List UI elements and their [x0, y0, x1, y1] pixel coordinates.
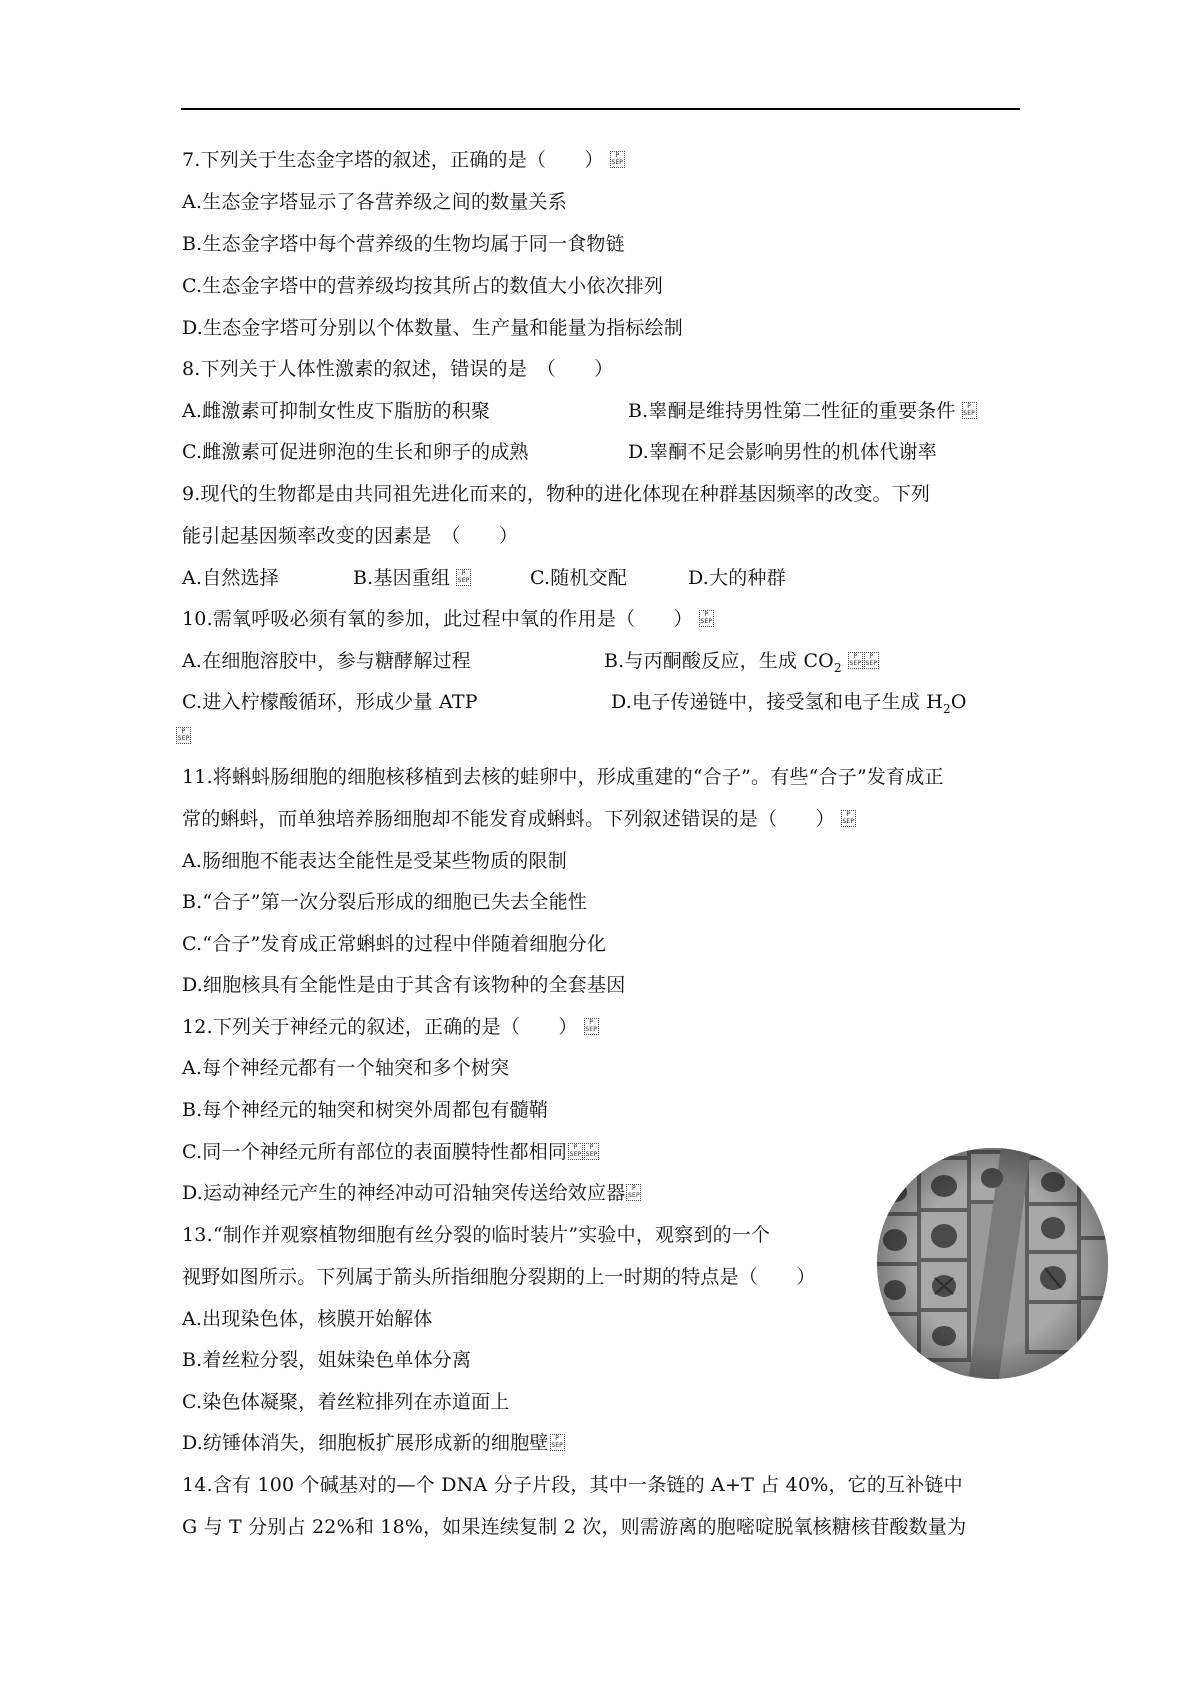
q13-option-b: B.着丝粒分裂，姐妹染色单体分离 [182, 1349, 472, 1371]
q8-option-a: A.雌激素可抑制女性皮下脂肪的积聚 [182, 400, 491, 422]
q14-line2: G 与 T 分别占 22%和 18%，如果连续复制 2 次，则需游离的胞嘧啶脱氧核糖核苷酸数量为 [182, 1516, 967, 1538]
q7-option-b: B.生态金字塔中每个营养级的生物均属于同一食物链 [182, 233, 625, 255]
micrograph-drawing [877, 1148, 1108, 1379]
q9-option-d: D.大的种群 [688, 567, 786, 589]
q7-option-c: C.生态金字塔中的营养级均按其所占的数值大小依次排列 [182, 275, 664, 297]
q9-option-c: C.随机交配 [530, 567, 628, 589]
q11-option-b: B.“合子”第一次分裂后形成的细胞已失去全能性 [182, 891, 588, 913]
q12-option-b: B.每个神经元的轴突和树突外周都包有髓鞘 [182, 1099, 549, 1121]
q12-stem: 12.下列关于神经元的叙述，正确的是（ ） P SEP [182, 1016, 598, 1038]
sep-mark: P SEP [627, 1185, 640, 1199]
sep-mark: P SEP [569, 1144, 582, 1158]
q8-option-b: B.睾酮是维持男性第二性征的重要条件 P SEP [628, 400, 976, 422]
q11-stem-line2: 常的蝌蚪，而单独培养肠细胞却不能发育成蝌蚪。下列叙述错误的是（ ） P SEP [182, 808, 855, 830]
q10-trailing-sep [176, 724, 191, 748]
sep-mark: P SEP [842, 811, 855, 825]
q12-option-c: C.同一个神经元所有部位的表面膜特性都相同 P SEP P SEP [182, 1141, 598, 1163]
q13-stem-line2: 视野如图所示。下列属于箭头所指细胞分裂期的上一时期的特点是（ ） [182, 1266, 816, 1288]
q13-stem-line1: 13.“制作并观察植物细胞有丝分裂的临时装片”实验中，观察到的一个 [182, 1224, 771, 1246]
sep-mark: P SEP [611, 152, 624, 166]
q9-stem-line1: 9.现代的生物都是由共同祖先进化而来的，物种的进化体现在种群基因频率的改变。下列 [182, 483, 931, 505]
q13-option-c: C.染色体凝聚，着丝粒排列在赤道面上 [182, 1391, 510, 1413]
q7-stem: 7.下列关于生态金字塔的叙述，正确的是（ ） P SEP [182, 149, 624, 171]
q10-stem: 10.需氧呼吸必须有氧的参加，此过程中氧的作用是（ ） P SEP [182, 608, 713, 630]
q11-option-a: A.肠细胞不能表达全能性是受某些物质的限制 [182, 850, 567, 872]
sep-mark: P SEP [585, 1144, 598, 1158]
q9-option-b: B.基因重组 P SEP [353, 567, 470, 589]
q7-option-a: A.生态金字塔显示了各营养级之间的数量关系 [182, 191, 567, 213]
sep-mark: P SEP [551, 1435, 564, 1449]
q11-option-d: D.细胞核具有全能性是由于其含有该物种的全套基因 [182, 974, 626, 996]
q8-option-c: C.雌激素可促进卵泡的生长和卵子的成熟 [182, 441, 529, 463]
q12-option-a: A.每个神经元都有一个轴突和多个树突 [182, 1057, 510, 1079]
q14-line1: 14.含有 100 个碱基对的—个 DNA 分子片段，其中一条链的 A+T 占 40%，它的互补链中 [182, 1474, 963, 1496]
sep-mark: P SEP [700, 611, 713, 625]
mitosis-micrograph-image [877, 1148, 1108, 1379]
sep-mark: P SEP [585, 1019, 598, 1033]
sep-mark: P SEP [457, 570, 470, 584]
q10-option-b: B.与丙酮酸反应，生成 $CO_2$ P SEP P SEP [604, 650, 878, 675]
q10-option-a: A.在细胞溶胶中，参与糖酵解过程 [182, 650, 471, 672]
q10-option-d: D.电子传递链中，接受氢和电子生成 $H_2O$ [611, 691, 967, 716]
sep-mark: P SEP [865, 653, 878, 667]
sep-mark: P SEP [849, 653, 862, 667]
q8-option-d: D.睾酮不足会影响男性的机体代谢率 [628, 441, 937, 463]
q9-stem-line2: 能引起基因频率改变的因素是 （ ） [182, 525, 519, 547]
q9-option-a: A.自然选择 [182, 567, 279, 589]
header-rule [181, 108, 1020, 110]
q13-option-d: D.纺锤体消失，细胞板扩展形成新的细胞壁 P SEP [182, 1432, 564, 1454]
sep-mark: P SEP [963, 403, 976, 417]
q12-option-d: D.运动神经元产生的神经冲动可沿轴突传送给效应器 P SEP [182, 1182, 640, 1204]
q11-option-c: C.“合子”发育成正常蝌蚪的过程中伴随着细胞分化 [182, 933, 607, 955]
q11-stem-line1: 11.将蝌蚪肠细胞的细胞核移植到去核的蛙卵中，形成重建的“合子”。有些“合子”发育成正 [182, 766, 944, 788]
q7-option-d: D.生态金字塔可分别以个体数量、生产量和能量为指标绘制 [182, 317, 683, 339]
q8-stem: 8.下列关于人体性激素的叙述，错误的是 （ ） [182, 358, 614, 380]
sep-mark: P SEP [177, 728, 190, 742]
q10-option-c: C.进入柠檬酸循环，形成少量 ATP [182, 691, 478, 713]
q13-option-a: A.出现染色体，核膜开始解体 [182, 1308, 433, 1330]
